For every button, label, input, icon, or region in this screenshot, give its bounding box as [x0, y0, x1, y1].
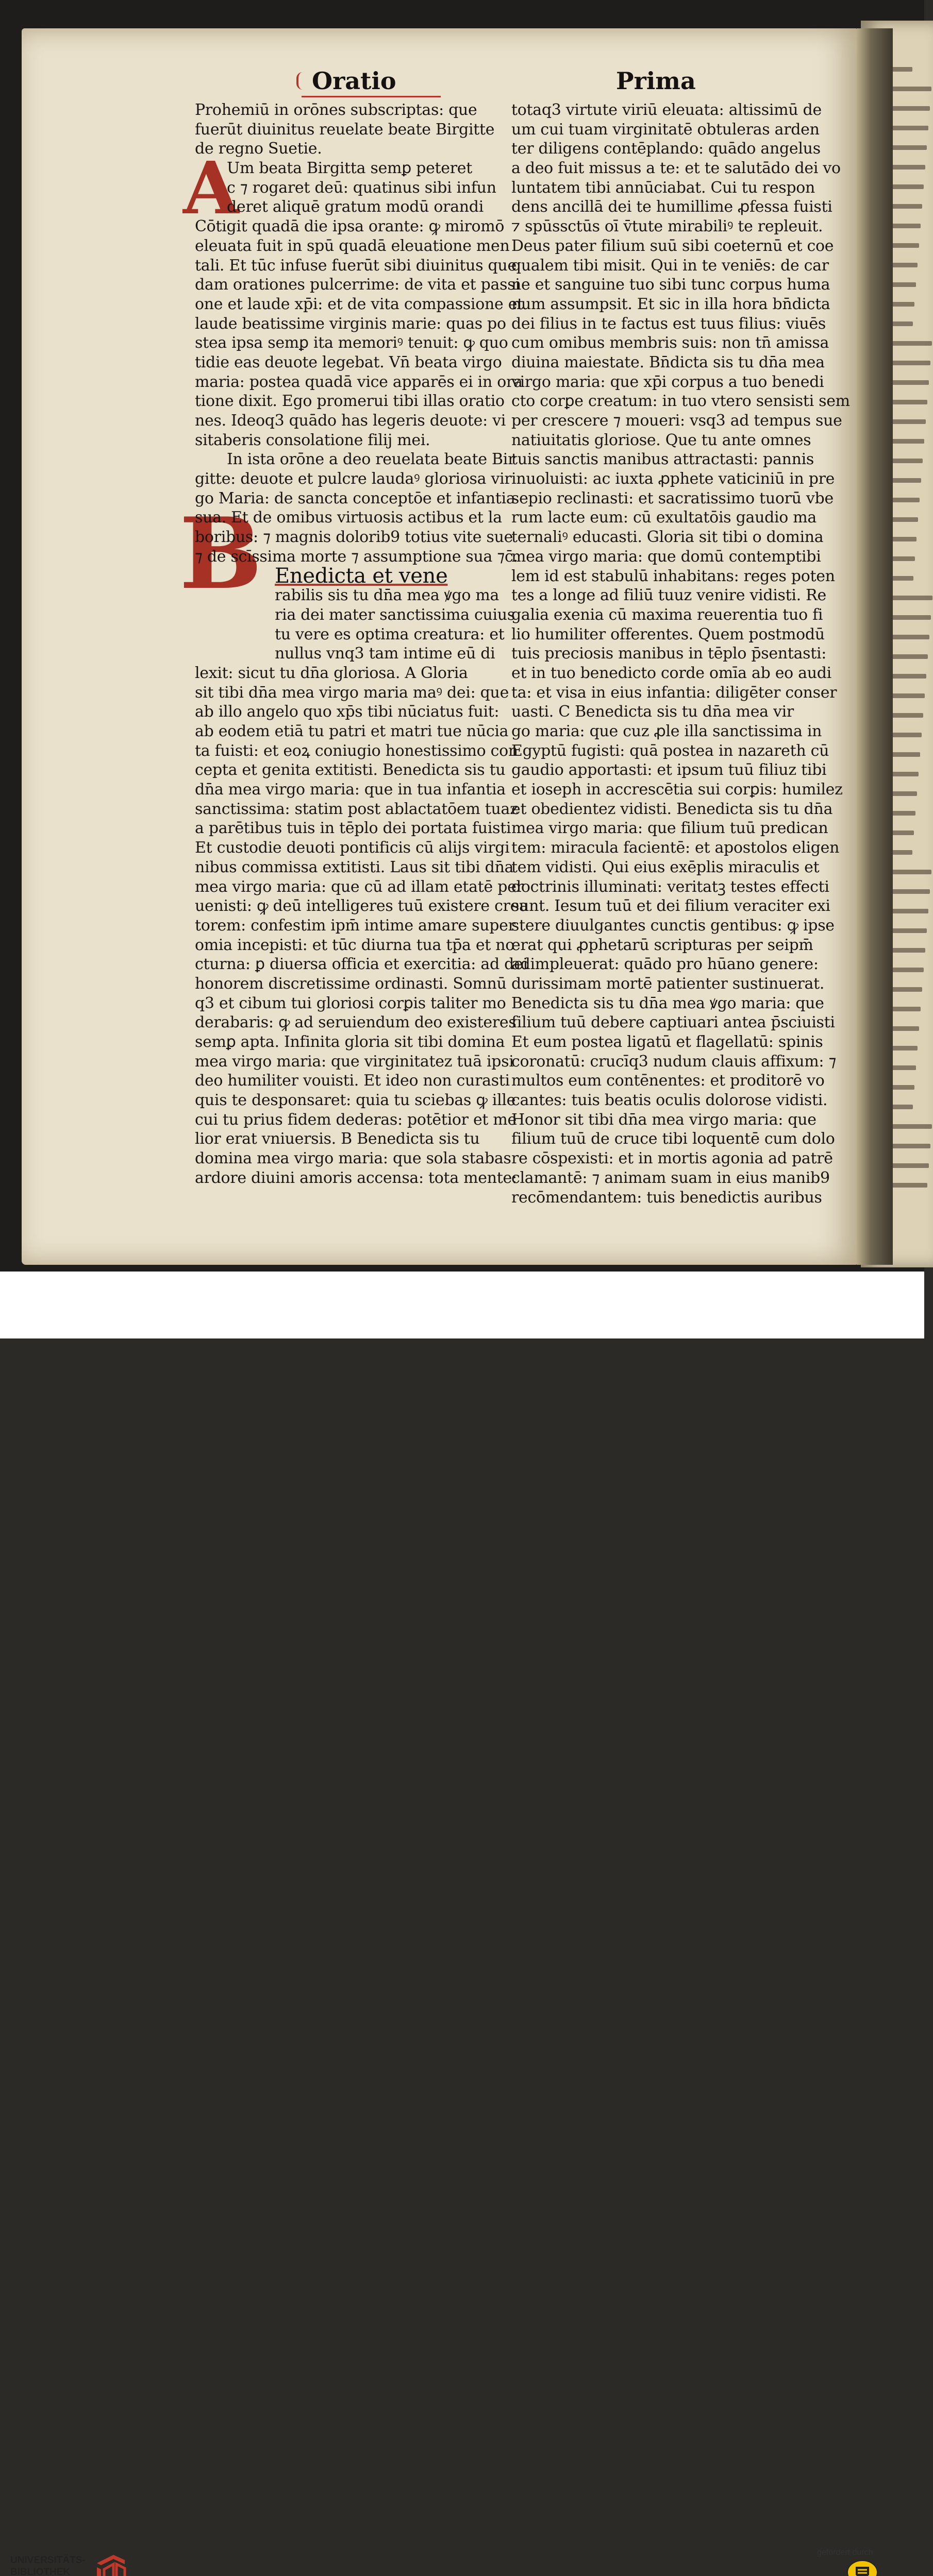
- text-line: sepio reclinasti: et sacratissimo tuorū vbe: [511, 489, 834, 507]
- text-line: tes a longe ad filiū tuuz venire vidisti. Re: [511, 586, 826, 605]
- text-line: um cui tuam virginitatē obtuleras arden: [511, 120, 820, 139]
- text-line: sit tibi dn̄a mea virgo maria maꝰ dei: que: [195, 683, 509, 702]
- text-line: cto corꝑe creatum: in tuo vtero sensisti sem: [511, 392, 850, 411]
- text-line: ta fuisti: et eoꝝ coniugio honestissimo con: [195, 741, 518, 760]
- text-line: Cōtigit quadā die ipsa orante: ꝙ miromō: [195, 217, 505, 236]
- text-line: mea virgo maria: que cū ad illam etatē per: [195, 877, 524, 896]
- text-line: lior erat vniuersis. B Benedicta sis tu: [195, 1130, 480, 1148]
- text-line: coronatū: crucīq3 nudum clauis affixum: ⁊: [511, 1052, 837, 1071]
- text-line: Enedicta et vene: [275, 564, 448, 588]
- text-line: ter diligens contēplando: quādo angelus: [511, 140, 821, 158]
- text-line: virgo maria: que xp̄i corpus a tuo benedi: [511, 372, 824, 391]
- text-line: honorem discretissime ordinasti. Somnū: [195, 974, 507, 993]
- text-line: dam orationes pulcerrime: de vita et passi: [195, 276, 520, 294]
- text-line: ⁊ de scīssima morte ⁊ assumptione sua ⁊c̄.: [195, 547, 518, 566]
- text-line: derabaris: ꝙ ad seruiendum deo existeres: [195, 1013, 517, 1032]
- text-line: gaudio apportasti: et ipsum tuū filiuz tibi: [511, 761, 827, 779]
- text-line: tem: miracula facientē: et apostolos eligen: [511, 839, 840, 857]
- text-line: dens ancillā dei te humillime ꝓfessa fuisti: [511, 198, 832, 216]
- text-line: Honor sit tibi dn̄a mea virgo maria: que: [511, 1110, 817, 1129]
- header-red-bracket: [296, 72, 306, 90]
- text-line: ta: et visa in eius infantia: diligēter conser: [511, 683, 837, 702]
- text-line: sitaberis consolatione filij mei.: [195, 431, 430, 449]
- text-line: ria dei mater sanctissima cuius: [275, 605, 515, 624]
- text-line: et in tuo benedicto corde omīa ab eo audi: [511, 664, 831, 682]
- text-line: Egyptū fugisti: quā postea in nazareth cū: [511, 741, 829, 760]
- text-line: durissimam mortē patienter sustinuerat.: [511, 974, 825, 993]
- text-line: tione dixit. Ego promerui tibi illas oratio: [195, 392, 505, 411]
- rubricated-initial-a: A: [183, 146, 239, 231]
- text-line: ⁊ spūssctūs oī v̄tute mirabiliꝰ te repleuit.: [511, 217, 823, 236]
- text-line: doctrinis illuminati: veritatꝫ testes effecti: [511, 877, 829, 896]
- text-line: diuina maiestate. Bn̄dicta sis tu dn̄a mea: [511, 353, 825, 371]
- text-line: galia exenia cū maxima reuerentia tuo fi: [511, 605, 823, 624]
- text-line: filium tuū debere captiuari antea p̄sciuisti: [511, 1013, 835, 1032]
- text-line: c ⁊ rogaret deū: quatinus sibi infun: [227, 178, 496, 197]
- text-line: a deo fuit missus a te: et te salutādo dei vo: [511, 159, 841, 178]
- text-line: go Maria: de sancta conceptōe et infantia: [195, 489, 515, 507]
- state-coat-of-arms-icon: [846, 2560, 878, 2576]
- text-line: erat qui ꝓphetarū scripturas per seipm̄: [511, 936, 813, 954]
- text-line: deret aliquē gratum modū orandi: [227, 198, 484, 216]
- running-header-right: Prima: [616, 67, 696, 95]
- text-line: a parētibus tuis in tēplo dei portata fuisti: [195, 819, 511, 838]
- text-line: nes. Ideoq3 quādo has legeris deuote: vi: [195, 412, 506, 430]
- text-line: tem vidisti. Qui eius exēplis miraculis et: [511, 858, 820, 876]
- text-line: Et eum postea ligatū et flagellatū: spinis: [511, 1033, 823, 1051]
- text-line: ardore diuini amoris accensa: tota mente:: [195, 1168, 517, 1187]
- text-column-left: [195, 100, 528, 1188]
- rubricated-initial-b: B: [179, 496, 262, 611]
- text-line: go maria: que cuz ꝓle illa sanctissima in: [511, 722, 822, 740]
- text-line: rum lacte eum: cū exultatōis gaudio ma: [511, 509, 817, 527]
- text-line: ternaliꝰ educasti. Gloria sit tibi o domina: [511, 528, 824, 547]
- library-logo-text: [10, 2554, 86, 2576]
- text-line: tu vere es optima creatura: et: [275, 625, 505, 643]
- text-line: stere diuulgantes cunctis gentibus: ꝙ ipse: [511, 916, 835, 935]
- library-logo-icon: [93, 2553, 129, 2576]
- text-line: omia incepisti: et tūc diurna tua tp̄a et no: [195, 936, 515, 954]
- text-line: q3 et cibum tui gloriosi corꝑis taliter mo: [195, 994, 506, 1012]
- text-line: clamantē: ⁊ animam suam in eius manib9: [511, 1168, 830, 1187]
- text-line: uasti. C Benedicta sis tu dn̄a mea vir: [511, 703, 794, 721]
- text-line: Prohemiū in orōnes subscriptas: que: [195, 101, 477, 119]
- text-line: ab eodem etiā tu patri et matri tue nūcia: [195, 722, 509, 740]
- text-line: stea ipsa semꝑ ita memoriꝰ tenuit: ꝙ quo: [195, 334, 508, 352]
- text-line: re cōspexisti: et in mortis agonia ad patrē: [511, 1149, 833, 1168]
- text-line: natiuitatis gloriose. Que tu ante omnes: [511, 431, 811, 449]
- funding-label: gefördert durch: [817, 2548, 873, 2557]
- text-line: cum omibus membris suis: non tn̄ amissa: [511, 334, 829, 352]
- text-line: et ioseph in accrescētia sui corꝑis: humilez: [511, 781, 843, 799]
- text-line: sanctissima: statim post ablactatōem tuaz: [195, 800, 518, 818]
- text-line: et obedientez vidisti. Benedicta sis tu dn̄a: [511, 800, 833, 818]
- text-line: num assumpsit. Et sic in illa hora bn̄dicta: [511, 295, 830, 313]
- text-line: maria: postea quadā vice apparēs ei in ora: [195, 372, 523, 391]
- text-line: adimpleuerat: quādo pro hūano genere:: [511, 955, 819, 974]
- text-line: In ista orōne a deo reuelata beate Bir: [227, 450, 515, 469]
- library-name-line: BIBLIOTHEK: [10, 2567, 71, 2576]
- text-line: mea virgo maria: que filium tuū predican: [511, 819, 828, 838]
- text-line: semꝑ apta. Infinita gloria sit tibi domina: [195, 1033, 505, 1051]
- text-line: tuis preciosis manibus in tēplo p̄sentasti:: [511, 645, 827, 663]
- text-line: lem id est stabulū inhabitans: reges poten: [511, 567, 835, 585]
- text-line: ne et sanguine tuo sibi tunc corpus huma: [511, 276, 830, 294]
- text-line: multos eum contēnentes: et proditorē vo: [511, 1072, 825, 1090]
- text-line: cepta et genita extitisti. Benedicta sis tu: [195, 761, 506, 779]
- text-line: rabilis sis tu dn̄a mea ꝟgo ma: [275, 586, 499, 605]
- running-header-left: Oratio: [312, 67, 396, 95]
- text-line: cturna: ꝑ diuersa officia et exercitia: ad dei: [195, 955, 528, 974]
- page-gutter-shadow: [857, 28, 893, 1265]
- text-line: filium tuū de cruce tibi loquentē cum dolo: [511, 1130, 835, 1148]
- text-line: one et laude xp̄i: et de vita compassione et: [195, 295, 523, 313]
- text-line: de regno Suetie.: [195, 140, 322, 158]
- text-line: cantes: tuis beatis oculis dolorose vidisti.: [511, 1091, 828, 1110]
- text-line: tuis sanctis manibus attractasti: pannis: [511, 450, 814, 469]
- text-line: torem: confestim ipm̄ intime amare super: [195, 916, 515, 935]
- text-line: Et custodie deuoti pontificis cū alijs virgi: [195, 839, 510, 857]
- text-line: boribus: ⁊ magnis dolorib9 totius vite sue: [195, 528, 513, 547]
- text-line: eleuata fuit in spū quadā eleuatione men: [195, 236, 510, 255]
- text-line: Benedicta sis tu dn̄a mea ꝟgo maria: que: [511, 994, 824, 1012]
- text-line: sua. Et de omibus virtuosis actibus et la: [195, 509, 502, 527]
- text-line: fuerūt diuinitus reuelate beate Birgitte: [195, 120, 495, 139]
- text-line: deo humiliter vouisti. Et ideo non curasti: [195, 1072, 510, 1090]
- text-line: ab illo angelo quo xp̄s tibi nūciatus fuit:: [195, 703, 499, 721]
- text-line: Um beata Birgitta semꝑ peteret: [227, 159, 472, 178]
- text-line: lio humiliter offerentes. Quem postmodū: [511, 625, 825, 643]
- text-line: uenisti: ꝙ deū intelligeres tuū existere crea: [195, 897, 528, 916]
- text-line: mea virgo maria: que domū contemptibi: [511, 547, 821, 566]
- scan-area: [0, 0, 924, 1272]
- text-line: lexit: sicut tu dn̄a gloriosa. A Gloria: [195, 664, 468, 682]
- text-line: quis te desponsaret: quia tu sciebas ꝙ ille: [195, 1091, 516, 1110]
- text-line: laude beatissime virginis marie: quas po: [195, 314, 506, 333]
- text-line: dn̄a mea virgo maria: que in tua infantia: [195, 781, 506, 799]
- text-line: totaq3 virtute viriū eleuata: altissimū de: [511, 101, 822, 119]
- text-line: gitte: deuote et pulcre laudaꝰ gloriosa vir: [195, 470, 512, 488]
- text-line: per crescere ⁊ moueri: vsq3 ad tempus sue: [511, 412, 842, 430]
- text-line: inuoluisti: ac iuxta ꝓphete vaticiniū in pre: [511, 470, 835, 488]
- text-line: cui tu prius fidem dederas: potētior et me: [195, 1110, 517, 1129]
- text-line: luntatem tibi annūciabat. Cui tu respon: [511, 178, 815, 197]
- text-line: mea virgo maria: que virginitatez tuā ipsi: [195, 1052, 514, 1071]
- text-column-right: [511, 100, 850, 1207]
- text-line: recōmendantem: tuis benedictis auribus: [511, 1188, 822, 1207]
- library-name-line: UNIVERSITÄTS-: [10, 2555, 86, 2566]
- text-line: nibus commissa extitisti. Laus sit tibi dn̄a: [195, 858, 514, 876]
- text-line: tali. Et tūc infuse fuerūt sibi diuinitus que: [195, 256, 517, 275]
- text-line: dei filius in te factus est tuus filius: viuēs: [511, 314, 826, 333]
- text-line: sunt. Iesum tuū et dei filium veraciter exi: [511, 897, 830, 916]
- text-line: Deus pater filium suū sibi coeternū et coe: [511, 236, 834, 255]
- text-line: domina mea virgo maria: que sola stabas: [195, 1149, 511, 1168]
- viewer-footer: [0, 1272, 924, 2576]
- text-line: qualem tibi misit. Qui in te veniēs: de car: [511, 256, 829, 275]
- text-line: nullus vnq3 tam intime eū di: [275, 645, 495, 663]
- text-line: tidie eas deuote legebat. Vn̄ beata virgo: [195, 353, 502, 371]
